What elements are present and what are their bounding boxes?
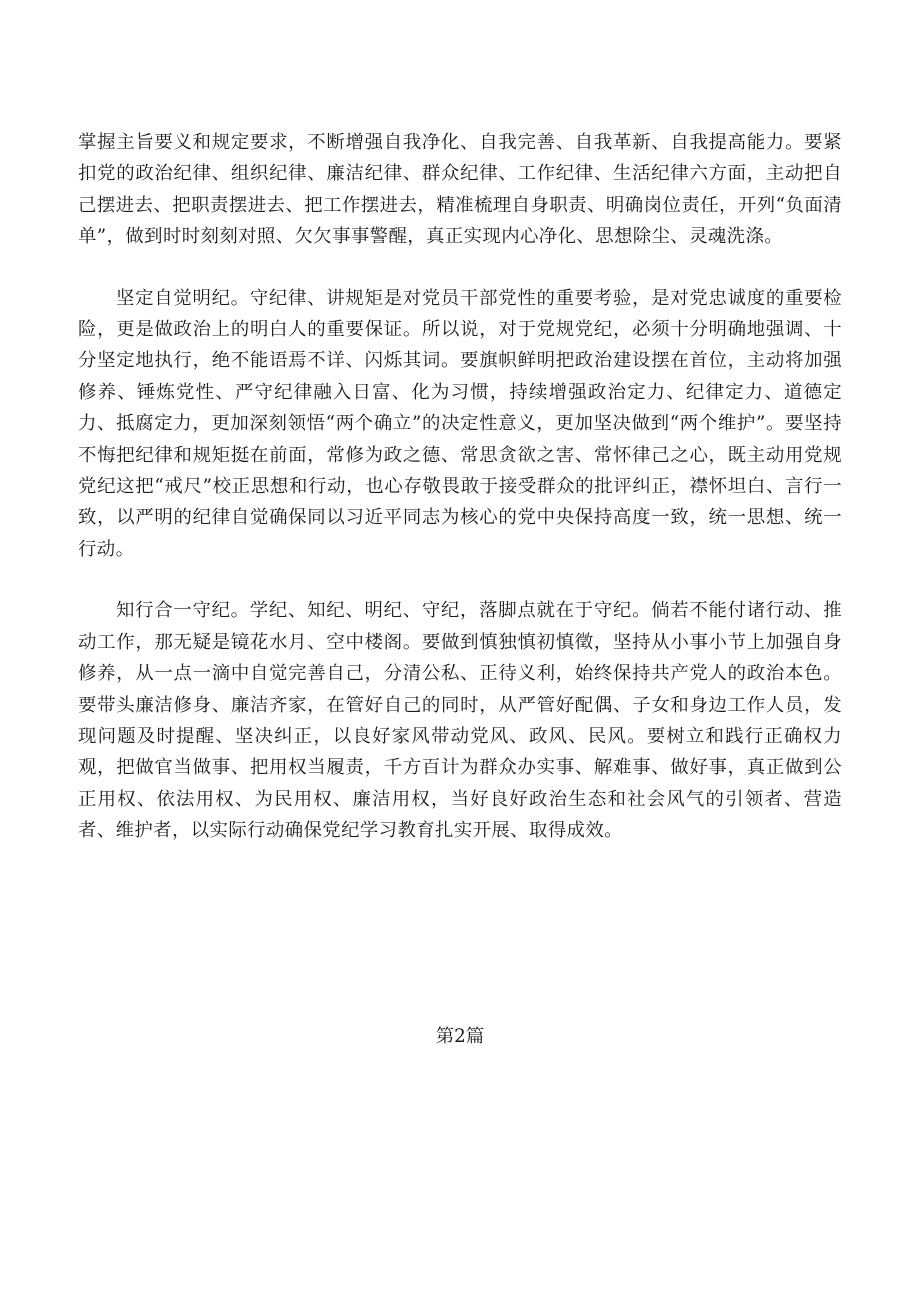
document-body — [78, 127, 842, 847]
section-heading: 第2篇 — [435, 1026, 485, 1047]
paragraph-unity-knowledge-action: 知行合一守纪。学纪、知纪、明纪、守纪，落脚点就在于守纪。倘若不能付诸行动、推动工作，那无疑是镜花水月、空中楼阁。要做到慎独慎初慎徵，坚持从小事小节上加强自身修养，从一点一滴中自觉完善自己，分清公私、正待义利，始终保持共产党人的政治本色。要带头廉洁修身、廉洁齐家，在管好自己的同时，从严管好配偶、子女和身边工作人员，发现问题及时提醒、坚决纠正，以良好家风带动党风、政风、民风。要树立和践行正确权力观，把做官当做事、把用权当履责，千方百计为群众办实事、解难事、做好事，真正做到公正用权、依法用权、为民用权、廉洁用权，当好良好政治生态和社会风气的引领者、营造者、维护者，以实际行动确保党纪学习教育扎实开展、取得成效。 — [78, 600, 842, 842]
paragraph-continuation: 掌握主旨要义和规定要求，不断增强自我净化、自我完善、自我革新、自我提高能力。要紧扣党的政治纪律、组织纪律、廉洁纪律、群众纪律、工作纪律、生活纪律六方面，主动把自己摆进去、把职责摆进去、把工作摆进去，精准梳理自身职责、明确岗位责任，开列“负面清单”，做到时时刻刻对照、欠欠事事警醒，真正实现内心净化、思想除尘、灵魂洗涤。 — [78, 132, 842, 248]
paragraph-firm-awareness: 坚定自觉明纪。守纪律、讲规矩是对党员干部党性的重要考验，是对党忠诚度的重要检险，更是做政治上的明白人的重要保证。所以说，对于党规党纪，必须十分明确地强调、十分坚定地执行，绝不能语焉不详、闪烁其词。要旗帜鲜明把政治建设摆在首位，主动将加强修养、锤炼党性、严守纪律融入日富、化为习惯，持续增强政治定力、纪律定力、道德定力、抵腐定力，更加深刻领悟“两个确立”的决定性意义，更加坚决做到“两个维护”。要坚持不悔把纪律和规矩挺在前面，常修为政之德、常思贪欲之害、常怀律己之心，既主动用党规党纪这把“戒尺”校正思想和行动，也心存敬畏敢于接受群众的批评纠正，襟怀坦白、言行一致，以严明的纪律自觉确保同以习近平同志为核心的党中央保持高度一致，统一思想、统一行动。 — [78, 287, 842, 560]
